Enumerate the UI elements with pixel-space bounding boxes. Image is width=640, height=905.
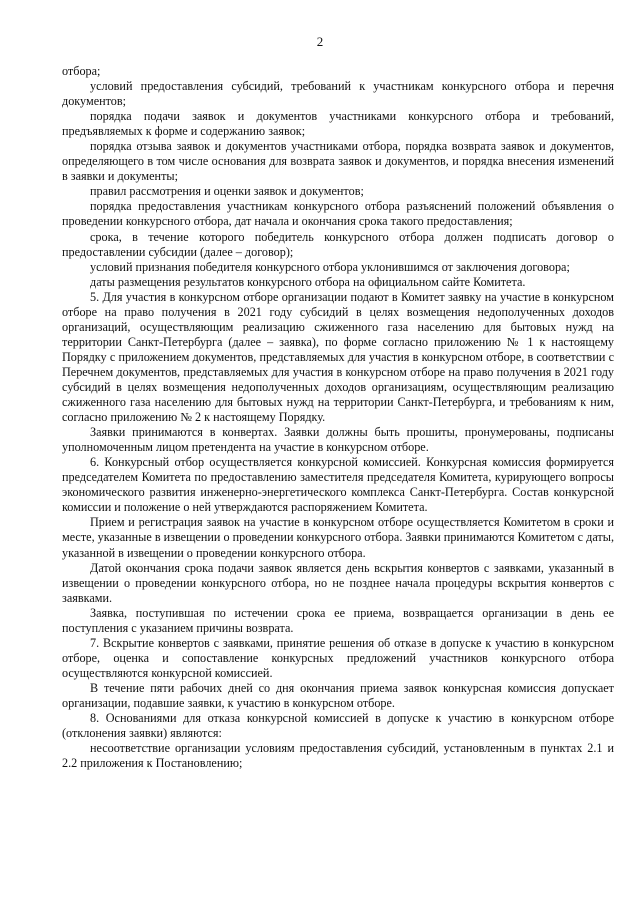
paragraph: Датой окончания срока подачи заявок является день вскрытия конвертов с заявками, указанный в извещении о проведении конкурсного отбора, но не позднее начала процедуры вскрытия конвертов с заявками. (62, 560, 614, 605)
paragraph: даты размещения результатов конкурсного отбора на официальном сайте Комитета. (90, 274, 526, 289)
paragraph: условий признания победителя конкурсного отбора уклонившимся от заключения договора; (90, 259, 570, 274)
document-body (62, 64, 614, 771)
paragraph-clause-7: 7. Вскрытие конвертов с заявками, принятие решения об отказе в допуске к участию в конкурсном отборе, оценка и сопоставление конкурсных предложений участников конкурсного отбора осуществляются конкурсной комиссией. (62, 635, 614, 680)
paragraph: порядка предоставления участникам конкурсного отбора разъяснений положений объявления о проведении конкурсного отбора, дат начала и окончания срока такого предоставления; (62, 199, 614, 229)
paragraph: условий предоставления субсидий, требований к участникам конкурсного отбора и перечня документов; (62, 79, 614, 109)
page-number: 2 (316, 34, 324, 49)
paragraph: Прием и регистрация заявок на участие в конкурсном отборе осуществляется Комитетом в сроки и месте, указанные в извещении о проведении конкурсного отбора. Заявки принимаются Комитетом с даты, указанной в извещении о проведении конкурсного отбора. (62, 515, 614, 560)
paragraph: правил рассмотрения и оценки заявок и документов; (90, 184, 364, 199)
paragraph-clause-6: 6. Конкурсный отбор осуществляется конкурсной комиссией. Конкурсная комиссия формируется председателем Комитета по предоставлению заместителя председателя Комитета, курирующего вопросы экономического развития инженерно-энергетического комплекса Санкт-Петербурга. Состав конкурсной комиссии и положение о ней утверждаются распоряжением Комитета. (62, 455, 614, 515)
paragraph: Заявки принимаются в конвертах. Заявки должны быть прошиты, пронумерованы, подписаны уполномоченным лицом претендента на участие в конкурсном отборе. (62, 425, 614, 455)
paragraph: Заявка, поступившая по истечении срока ее приема, возвращается организации в день ее поступления с указанием причины возврата. (62, 605, 614, 635)
paragraph-continuation: отбора; (62, 64, 101, 78)
paragraph: несоответствие организации условиям предоставления субсидий, установленным в пунктах 2.1 и 2.2 приложения к Постановлению; (62, 741, 614, 771)
paragraph-clause-8: 8. Основаниями для отказа конкурсной комиссией в допуске к участию в конкурсном отборе (отклонения заявки) являются: (62, 711, 614, 741)
paragraph: порядка подачи заявок и документов участниками конкурсного отбора и требований, предъявляемых к форме и содержанию заявок; (62, 109, 614, 139)
paragraph: срока, в течение которого победитель конкурсного отбора должен подписать договор о предоставлении субсидии (далее – договор); (62, 229, 614, 259)
paragraph: порядка отзыва заявок и документов участниками отбора, порядка возврата заявок и документов, определяющего в том числе основания для возврата заявок и документов, и порядка внесения изменений в заявки и документы; (62, 139, 614, 184)
paragraph: В течение пяти рабочих дней со дня окончания приема заявок конкурсная комиссия допускает организации, подавшие заявки, к участию в конкурсном отборе. (62, 680, 614, 710)
paragraph-clause-5: 5. Для участия в конкурсном отборе организации подают в Комитет заявку на участие в конкурсном отборе на право получения в 2021 году субсидий в целях возмещения недополученных доходов организаций, осуществляющим реализацию сжиженного газа населению для бытовых нужд на территории Санкт-Петербурга (далее – заявка), по форме согласно приложению № 1 к настоящему Порядку с приложением документов, представляемых для участия в конкурсном отборе, в соответствии с Перечнем документов, представляемых для участия в конкурсном отборе на право получения в 2021 году субсидий в целях возмещения недополученных доходов организациям, осуществляющим реализацию сжиженного газа населению для бытовых нужд на территории Санкт-Петербурга, и требованиям к ним, согласно приложению № 2 к настоящему Порядку. (62, 289, 614, 425)
